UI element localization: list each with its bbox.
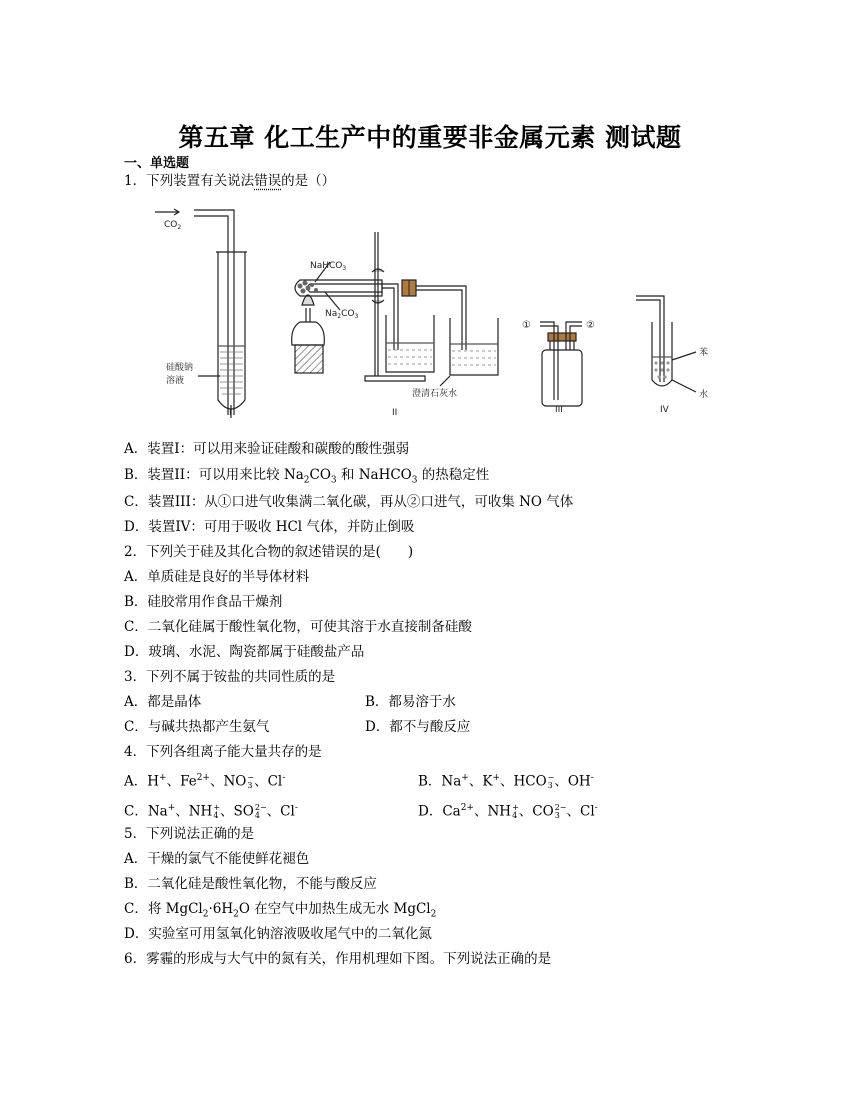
inlet-tube xyxy=(194,210,234,415)
q4a-charge: + xyxy=(159,773,167,783)
label-nahco3: NaHCO xyxy=(310,261,343,271)
q4c-text: 、SO xyxy=(220,803,254,820)
label-port-2: ② xyxy=(586,320,595,331)
q4-option-a xyxy=(124,769,285,791)
q4d-text: 、CO xyxy=(518,803,554,820)
q2-option-d: D．玻璃、水泥、陶瓷都属于硅酸盐产品 xyxy=(124,644,365,660)
burner-stand xyxy=(295,345,323,373)
question-5-stem: 5．下列说法正确的是 xyxy=(124,826,255,842)
question-4-stem: 4．下列各组离子能大量共存的是 xyxy=(124,744,322,760)
q4b-charge: - xyxy=(590,773,594,783)
q1-stem-part: 1．下列装置有关说法 xyxy=(124,173,255,189)
q4d-charge: 2+ xyxy=(460,803,474,813)
alcohol-lamp xyxy=(292,322,325,345)
label-nahco3-sub: 3 xyxy=(342,265,347,272)
q1b-text: B．装置II：可以用来比较 Na xyxy=(124,467,304,483)
q1-option-b xyxy=(124,466,489,490)
test-tube-I xyxy=(218,252,245,409)
q1b-text: 的热稳定性 xyxy=(417,467,490,483)
svg-text:CO2 xyxy=(164,220,181,231)
funnel-tube xyxy=(636,296,664,382)
svg-text:Na2CO3 xyxy=(325,309,358,320)
inner-tube xyxy=(308,284,383,292)
apparatus-figure xyxy=(150,200,720,425)
q4a-text: A．H xyxy=(124,773,160,790)
q1b-text: 和 NaHCO xyxy=(336,467,412,483)
label-na2co3-mid: CO xyxy=(341,309,355,319)
q5-option-c xyxy=(124,900,436,924)
q1b-sub: 3 xyxy=(330,475,337,486)
q5c-sub: 2 xyxy=(233,909,239,920)
label-apparatus-IV: IV xyxy=(660,405,669,415)
svg-text:NaHCO3 xyxy=(310,261,346,272)
label-co2: CO xyxy=(164,220,178,230)
section-heading: 一、单选题 xyxy=(124,156,190,171)
q4a-text: 、Cl xyxy=(254,773,283,790)
question-2-stem: 2．下列关于硅及其化合物的叙述错误的是( ) xyxy=(124,544,414,560)
q4a-charge: − xyxy=(247,773,255,782)
q3-option-d: D．都不与酸反应 xyxy=(365,719,471,735)
q4d-stack xyxy=(555,804,567,820)
q4a-text: 、Fe xyxy=(166,773,197,790)
q2-option-c: C．二氧化硅属于酸性氧化物，可使其溶于水直接制备硅酸 xyxy=(124,619,472,635)
q4-option-b xyxy=(418,769,594,791)
q1-option-c: C．装置III：从①口进气收集满二氧化碳，再从②口进气，可收集 NO 气体 xyxy=(124,494,574,510)
q4-option-d xyxy=(418,799,598,821)
label-water: 水 xyxy=(699,390,709,400)
q4a-sub: 3 xyxy=(247,781,253,790)
q4b-text: 、HCO xyxy=(499,773,547,790)
q5c-sub: 2 xyxy=(202,909,209,920)
q4c-sub: 4 xyxy=(254,811,260,820)
q5-option-d: D．实验室可用氢氧化钠溶液吸收尾气中的二氧化氮 xyxy=(124,926,432,942)
q4-option-c xyxy=(124,799,298,821)
q4d-sub: 4 xyxy=(512,811,518,820)
q4d-charge: + xyxy=(512,803,519,812)
label-benzene: 苯 xyxy=(699,348,709,358)
q4d-text: 、NH xyxy=(473,803,512,820)
q5c-text: O 在空气中加热生成无水 MgCl xyxy=(238,901,431,917)
q4c-sub: 4 xyxy=(213,811,219,820)
bottle-stopper xyxy=(548,333,576,341)
q1-stem-end: 的是（） xyxy=(281,173,336,189)
q1-emph-text: 错误 xyxy=(254,173,282,189)
q3-option-a: A．都是晶体 xyxy=(124,694,202,710)
label-port-1: ① xyxy=(522,320,531,331)
q4d-charge: - xyxy=(594,803,598,813)
q1-emphasis xyxy=(254,173,281,189)
q1b-sub: 2 xyxy=(303,475,310,486)
q4a-charge: - xyxy=(282,773,286,783)
q4d-text: 、Cl xyxy=(566,803,595,820)
q4b-text: B．Na xyxy=(418,773,462,790)
q5c-text: C．将 MgCl xyxy=(124,901,203,917)
q4c-stack xyxy=(255,804,267,820)
q5-option-b: B．二氧化硅是酸性氧化物，不能与酸反应 xyxy=(124,876,377,892)
label-apparatus-I: I xyxy=(229,408,232,418)
question-6-stem: 6．雾霾的形成与大气中的氮有关，作用机理如下图。下列说法正确的是 xyxy=(124,951,552,967)
q2-option-b: B．硅胶常用作食品干燥剂 xyxy=(124,594,283,610)
q4c-text: 、Cl xyxy=(266,803,295,820)
q4b-charge: + xyxy=(461,773,469,783)
q5c-text: ·6H xyxy=(208,901,234,917)
q4a-text: 、NO xyxy=(209,773,247,790)
q4c-charge: - xyxy=(294,803,298,813)
q1b-sub: 3 xyxy=(411,475,418,486)
label-sodium-silicate: 硅酸钠 xyxy=(166,363,194,373)
q3-option-c: C．与碱共热都产生氨气 xyxy=(124,719,270,735)
label-limewater: 澄清石灰水 xyxy=(412,389,458,399)
label-co2-sub: 2 xyxy=(177,224,182,231)
q1-option-d: D．装置IV：可用于吸收 HCl 气体，并防止倒吸 xyxy=(124,519,415,535)
q4b-charge: + xyxy=(492,773,500,783)
q4a-charge: 2+ xyxy=(196,773,210,783)
q4b-text: 、OH xyxy=(554,773,591,790)
delivery-tube xyxy=(416,286,466,350)
q4c-charge: + xyxy=(167,803,176,813)
q1b-text: CO xyxy=(309,467,331,483)
q4d-sub: 3 xyxy=(554,811,560,820)
q4d-stack xyxy=(512,804,519,820)
label-apparatus-III: III xyxy=(555,405,563,415)
test-tube-IV xyxy=(652,322,672,386)
q4d-charge: 2− xyxy=(554,803,567,812)
q4c-text: 、NH xyxy=(175,803,213,820)
label-na2co3: Na xyxy=(325,309,338,319)
label-na2co3-sub1: 2 xyxy=(337,313,342,320)
q5c-sub: 2 xyxy=(430,909,437,920)
q3-option-b: B．都易溶于水 xyxy=(365,694,456,710)
q4d-text: D．Ca xyxy=(418,803,461,820)
question-3-stem: 3．下列不属于铵盐的共同性质的是 xyxy=(124,669,336,685)
q1-option-a: A．装置I：可以用来验证硅酸和碳酸的酸性强弱 xyxy=(124,441,410,457)
gas-bottle xyxy=(542,350,582,406)
label-na2co3-sub2: 3 xyxy=(354,313,359,320)
q4c-charge: + xyxy=(213,803,221,812)
label-apparatus-II: II xyxy=(392,408,398,418)
q4b-sub: 3 xyxy=(547,781,553,790)
q4c-charge: 2− xyxy=(254,803,267,812)
q4c-text: C．Na xyxy=(124,803,168,820)
label-solution: 溶液 xyxy=(166,376,185,386)
q2-option-a: A．单质硅是良好的半导体材料 xyxy=(124,569,310,585)
q4b-text: 、K xyxy=(468,773,493,790)
page-title: 第五章 化工生产中的重要非金属元素 测试题 xyxy=(178,123,682,152)
q4b-charge: − xyxy=(547,773,555,782)
q5-option-a: A．干燥的氯气不能使鲜花褪色 xyxy=(124,851,310,867)
beaker-right xyxy=(450,318,498,375)
question-1-stem xyxy=(124,172,335,190)
